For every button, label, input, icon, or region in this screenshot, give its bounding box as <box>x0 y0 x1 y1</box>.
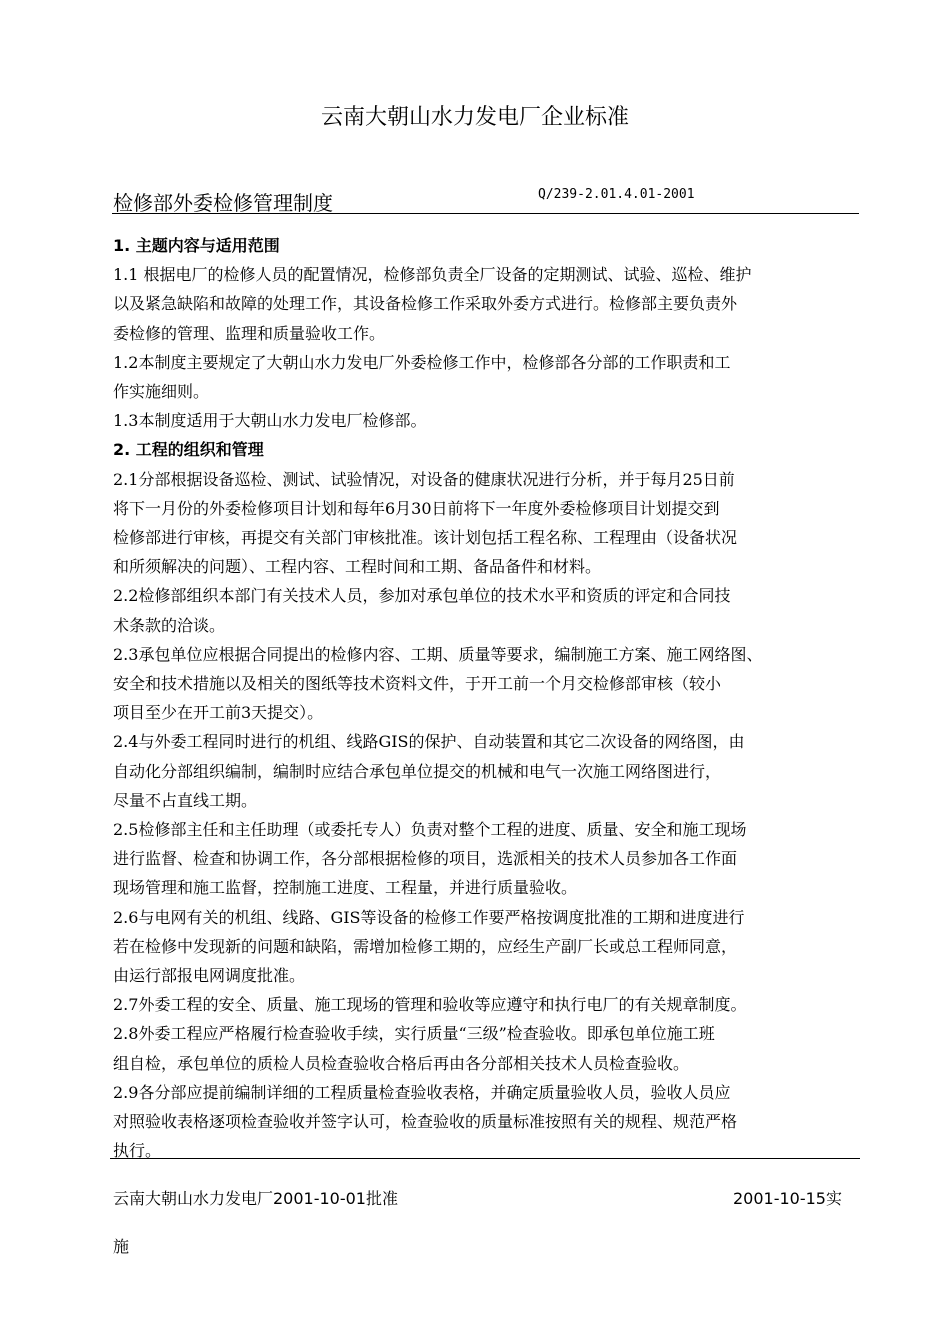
section-heading-1: 1. 主题内容与适用范围 <box>113 236 280 255</box>
body-line: 执行。 <box>113 1141 162 1161</box>
body-line: 2.3承包单位应根据合同提出的检修内容、工期、质量等要求，编制施工方案、施工网络图、 <box>113 644 763 664</box>
body-line: 自动化分部组织编制，编制时应结合承包单位提交的机械和电气一次施工网络图进行， <box>113 761 722 781</box>
body-line: 组自检，承包单位的质检人员检查验收合格后再由各分部相关技术人员检查验收。 <box>113 1053 690 1073</box>
body-line: 对照验收表格逐项检查验收并签字认可，检查验收的质量标准按照有关的规程、规范严格 <box>113 1112 738 1132</box>
body-line: 若在检修中发现新的问题和缺陷，需增加检修工期的，应经生产副厂长或总工程师同意， <box>113 936 738 956</box>
footer-divider <box>110 1158 860 1159</box>
body-line: 以及紧急缺陷和故障的处理工作，其设备检修工作采取外委方式进行。检修部主要负责外 <box>113 294 738 314</box>
body-line: 1.3本制度适用于大朝山水力发电厂检修部。 <box>113 411 427 431</box>
header-divider <box>112 213 859 214</box>
body-line: 2.7外委工程的安全、质量、施工现场的管理和验收等应遵守和执行电厂的有关规章制度。 <box>113 995 747 1015</box>
body-line: 1.1 根据电厂的检修人员的配置情况，检修部负责全厂设备的定期测试、试验、巡检、维护 <box>113 265 752 285</box>
body-line: 安全和技术措施以及相关的图纸等技术资料文件，于开工前一个月交检修部审核（较小 <box>113 674 722 694</box>
body-text <box>113 231 863 1166</box>
body-line: 检修部进行审核，再提交有关部门审核批准。该计划包括工程名称、工程理由（设备状况 <box>113 528 738 548</box>
body-line: 委检修的管理、监理和质量验收工作。 <box>113 323 386 343</box>
approval-text: 云南大朝山水力发电厂2001-10-01批准 <box>113 1189 398 1208</box>
implement-date: 2001-10-15实 <box>733 1189 842 1208</box>
body-line: 2.1分部根据设备巡检、测试、试验情况，对设备的健康状况进行分析，并于每月25日前 <box>113 469 735 489</box>
body-line: 2.2检修部组织本部门有关技术人员，参加对承包单位的技术水平和资质的评定和合同技 <box>113 586 731 606</box>
body-line: 2.6与电网有关的机组、线路、GIS等设备的检修工作要严格按调度批准的工期和进度进行 <box>113 907 745 927</box>
body-line: 2.5检修部主任和主任助理（或委托专人）负责对整个工程的进度、质量、安全和施工现场 <box>113 820 747 840</box>
doc-title: 检修部外委检修管理制度 <box>113 191 333 215</box>
body-line: 2.4与外委工程同时进行的机组、线路GIS的保护、自动装置和其它二次设备的网络图，由 <box>113 732 745 752</box>
body-line: 1.2本制度主要规定了大朝山水力发电厂外委检修工作中，检修部各分部的工作职责和工 <box>113 352 731 372</box>
body-line: 作实施细则。 <box>113 382 210 402</box>
body-line: 和所须解决的问题）、工程内容、工程时间和工期、备品备件和材料。 <box>113 557 602 577</box>
body-line: 项目至少在开工前3天提交）。 <box>113 703 324 723</box>
doc-code: Q/239-2.01.4.01-2001 <box>538 187 695 202</box>
implement-wrap: 施 <box>113 1237 130 1256</box>
body-line: 术条款的洽谈。 <box>113 615 226 635</box>
body-line: 进行监督、检查和协调工作，各分部根据检修的项目，选派相关的技术人员参加各工作面 <box>113 849 738 869</box>
body-line: 尽量不占直线工期。 <box>113 790 258 810</box>
body-line: 将下一月份的外委检修项目计划和每年6月30日前将下一年度外委检修项目计划提交到 <box>113 498 720 518</box>
main-title: 云南大朝山水力发电厂企业标准 <box>320 105 629 130</box>
body-line: 2.8外委工程应严格履行检查验收手续，实行质量“三级”检查验收。即承包单位施工班 <box>113 1024 715 1044</box>
section-heading-2: 2. 工程的组织和管理 <box>113 440 264 460</box>
body-line: 由运行部报电网调度批准。 <box>113 966 306 986</box>
body-line: 2.9各分部应提前编制详细的工程质量检查验收表格，并确定质量验收人员，验收人员应 <box>113 1082 731 1102</box>
body-line: 现场管理和施工监督，控制施工进度、工程量，并进行质量验收。 <box>113 878 578 898</box>
